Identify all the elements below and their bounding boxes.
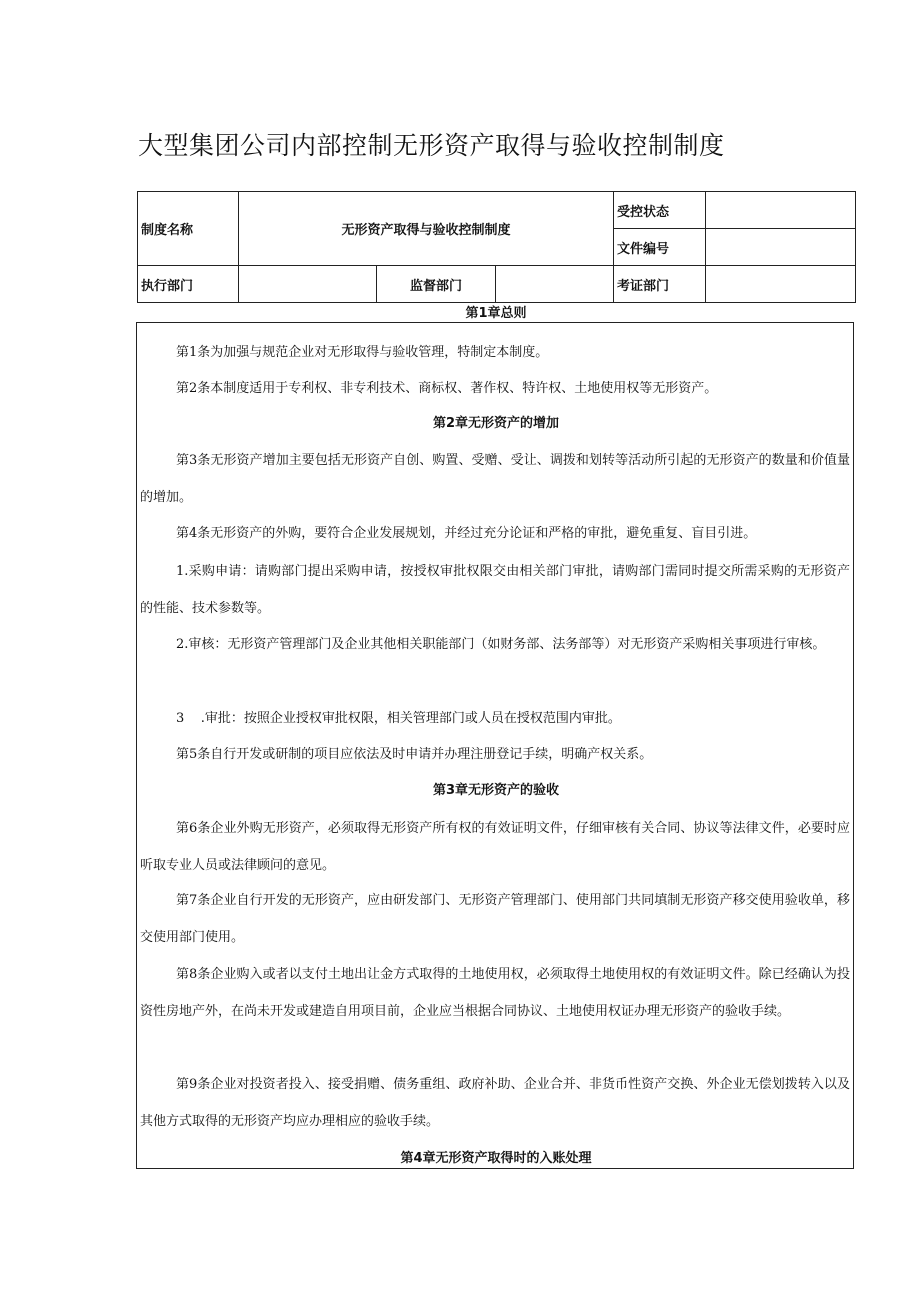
name-value-cell: 无形资产取得与验收控制制度 <box>239 192 614 266</box>
paragraph: 第5条自行开发或研制的项目应依法及时申请并办理注册登记手续，明确产权关系。 <box>176 747 653 762</box>
supervise-dept-label-cell: 监督部门 <box>377 266 496 303</box>
paragraph: 3 .审批：按照企业授权审批权限，相关管理部门或人员在授权范围内审批。 <box>176 711 621 726</box>
supervise-dept-value-cell[interactable] <box>496 266 614 303</box>
paragraph: 第1条为加强与规范企业对无形取得与验收管理，特制定本制度。 <box>176 345 549 360</box>
paragraph: 2.审核：无形资产管理部门及企业其他相关职能部门（如财务部、法务部等）对无形资产采购相关事项进行审核。 <box>176 637 826 652</box>
chapter-heading: 第1章总则 <box>465 306 527 321</box>
number-label-cell: 文件编号 <box>614 229 706 266</box>
document-title: 大型集团公司内部控制无形资产取得与验收控制制度 <box>138 131 725 160</box>
number-value-cell[interactable] <box>706 229 856 266</box>
paragraph: 第6条企业外购无形资产，必须取得无形资产所有权的有效证明文件，仔细审核有关合同、协议等法律文件，必要时应听取专业人员或法律顾问的意见。 <box>140 821 850 873</box>
exec-dept-label-cell: 执行部门 <box>138 266 239 303</box>
status-label-cell: 受控状态 <box>614 192 706 229</box>
name-label-cell: 制度名称 <box>138 192 239 266</box>
paragraph: 第3条无形资产增加主要包括无形资产自创、购置、受赠、受让、调拨和划转等活动所引起的无形资产的数量和价值量的增加。 <box>140 453 850 505</box>
status-value-cell[interactable] <box>706 192 856 229</box>
paragraph: 第4条无形资产的外购，要符合企业发展规划，并经过充分论证和严格的审批，避免重复、盲目引进。 <box>176 526 757 541</box>
content-box <box>136 322 854 1169</box>
chapter-heading: 第2章无形资产的增加 <box>432 416 560 431</box>
audit-dept-label-cell: 考证部门 <box>614 266 706 303</box>
exec-dept-value-cell[interactable] <box>239 266 377 303</box>
chapter-heading: 第4章无形资产取得时的入账处理 <box>400 1151 592 1166</box>
paragraph: 第8条企业购入或者以支付土地出让金方式取得的土地使用权，必须取得土地使用权的有效证明文件。除已经确认为投资性房地产外，在尚未开发或建造自用项目前，企业应当根据合同协议、土地使用权证办理无形资产的验收手续。 <box>140 967 850 1019</box>
paragraph: 第9条企业对投资者投入、接受捐赠、债务重组、政府补助、企业合并、非货币性资产交换、外企业无偿划拨转入以及其他方式取得的无形资产均应办理相应的验收手续。 <box>140 1077 850 1129</box>
paragraph: 第7条企业自行开发的无形资产，应由研发部门、无形资产管理部门、使用部门共同填制无形资产移交使用验收单，移交使用部门使用。 <box>140 893 850 945</box>
paragraph: 第2条本制度适用于专利权、非专利技术、商标权、著作权、特许权、土地使用权等无形资产。 <box>176 381 718 396</box>
paragraph: 1.采购申请：请购部门提出采购申请，按授权审批权限交由相关部门审批，请购部门需同时提交所需采购的无形资产的性能、技术参数等。 <box>140 564 850 616</box>
audit-dept-value-cell[interactable] <box>706 266 856 303</box>
header-table <box>137 191 856 303</box>
chapter-heading: 第3章无形资产的验收 <box>432 783 560 798</box>
